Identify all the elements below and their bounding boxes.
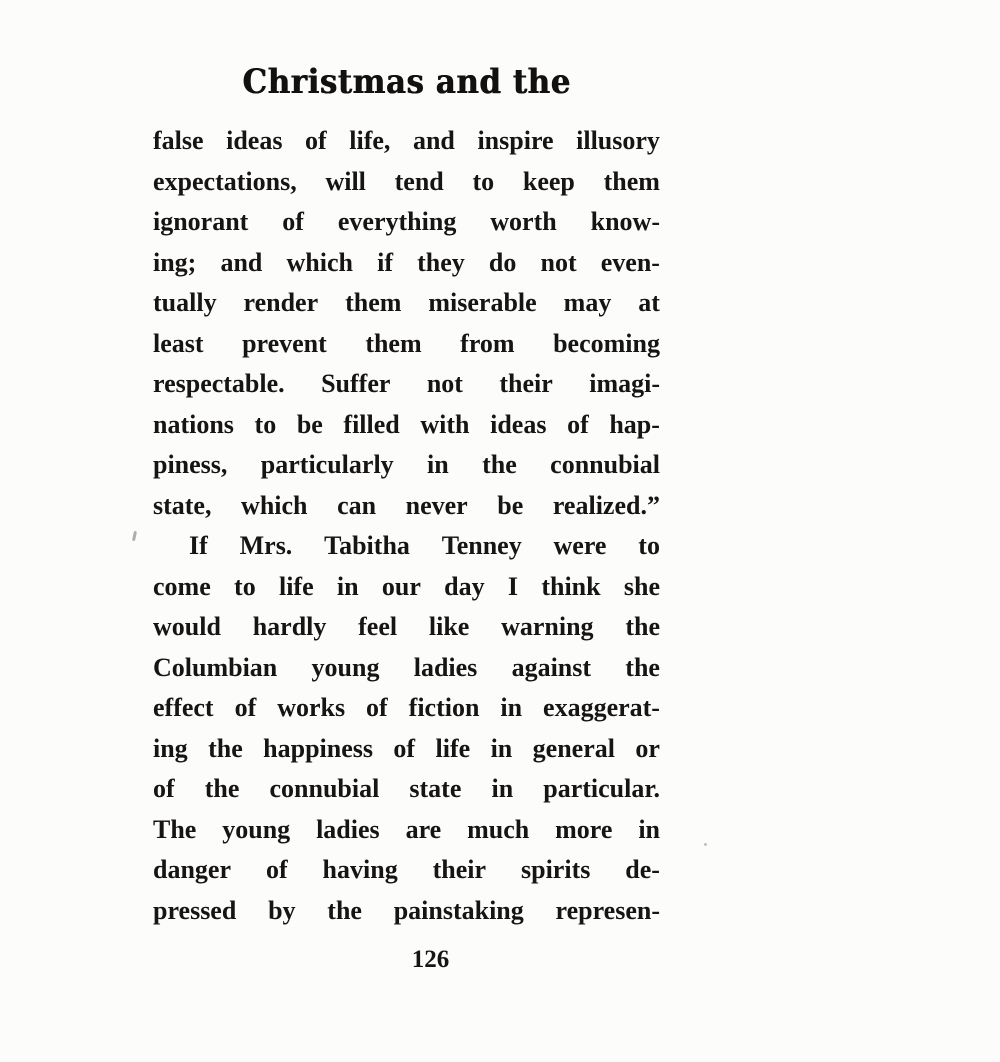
word: with bbox=[420, 409, 470, 439]
word: know- bbox=[590, 207, 660, 236]
word: expectations, bbox=[153, 166, 297, 196]
word: imagi- bbox=[589, 369, 660, 398]
word: in bbox=[500, 693, 523, 722]
text-line bbox=[153, 815, 660, 856]
word: their bbox=[432, 855, 487, 884]
word: happiness bbox=[263, 733, 374, 763]
word: illusory bbox=[576, 126, 660, 155]
word: the bbox=[625, 652, 660, 682]
text-line bbox=[153, 531, 660, 572]
text-line bbox=[153, 734, 660, 775]
word: not bbox=[540, 247, 577, 277]
word: in bbox=[336, 571, 359, 601]
word: Suffer bbox=[321, 369, 391, 398]
word: exaggerat- bbox=[543, 693, 660, 722]
word: general bbox=[532, 733, 615, 763]
word: false bbox=[153, 126, 204, 155]
word: effect bbox=[153, 693, 214, 722]
word: never bbox=[405, 490, 468, 520]
text-line bbox=[153, 693, 660, 734]
word: to bbox=[638, 531, 660, 560]
word: them bbox=[365, 328, 422, 358]
word: If bbox=[189, 531, 208, 560]
word: of bbox=[234, 693, 257, 722]
word: having bbox=[322, 855, 398, 884]
word: particular. bbox=[543, 774, 660, 803]
word: at bbox=[638, 288, 660, 317]
word: young bbox=[311, 652, 380, 682]
scan-speck bbox=[704, 843, 707, 846]
word: their bbox=[499, 369, 553, 398]
word: against bbox=[511, 652, 592, 682]
word: in bbox=[638, 814, 660, 844]
word: be bbox=[497, 490, 524, 520]
word: respectable. bbox=[153, 369, 285, 398]
scan-speck bbox=[132, 531, 137, 541]
word: filled bbox=[343, 409, 400, 439]
word: even- bbox=[600, 247, 660, 277]
word: ladies bbox=[413, 652, 478, 682]
word: prevent bbox=[242, 328, 327, 358]
word: spirits bbox=[521, 855, 591, 884]
word: works bbox=[277, 693, 346, 722]
text-line bbox=[153, 896, 660, 937]
word: in bbox=[427, 450, 449, 479]
word: everything bbox=[337, 207, 457, 236]
word: pressed bbox=[153, 895, 237, 925]
word: be bbox=[296, 409, 323, 439]
word: piness, bbox=[153, 450, 228, 479]
word: of bbox=[366, 693, 388, 722]
word: to bbox=[254, 409, 277, 439]
word: Mrs. bbox=[239, 531, 293, 560]
word: becoming bbox=[553, 328, 660, 358]
word: connubial bbox=[550, 450, 660, 479]
word: much bbox=[467, 814, 530, 844]
word: in bbox=[490, 733, 513, 763]
word: them bbox=[603, 166, 660, 196]
word: to bbox=[234, 571, 256, 601]
word: think bbox=[541, 571, 601, 601]
word: more bbox=[555, 814, 613, 844]
word: ing bbox=[153, 733, 188, 763]
word: they bbox=[417, 247, 465, 277]
text-line bbox=[153, 572, 660, 613]
word: may bbox=[563, 288, 612, 317]
word: warning bbox=[501, 612, 594, 641]
word: to bbox=[472, 166, 495, 196]
word: of bbox=[393, 733, 416, 763]
word: de- bbox=[625, 855, 660, 884]
word: painstaking bbox=[393, 895, 524, 925]
word: would bbox=[153, 612, 221, 641]
word: young bbox=[222, 814, 291, 844]
text-line bbox=[153, 329, 660, 370]
word: life, bbox=[349, 126, 391, 155]
body-text bbox=[153, 126, 660, 936]
text-line bbox=[153, 369, 660, 410]
word: connubial bbox=[269, 774, 380, 803]
word: come bbox=[153, 571, 211, 601]
word: Columbian bbox=[153, 652, 278, 682]
word: ladies bbox=[316, 814, 380, 844]
word: of bbox=[282, 207, 304, 236]
word: in bbox=[491, 774, 514, 803]
word: tend bbox=[394, 166, 444, 196]
text-line bbox=[153, 612, 660, 653]
word: ideas bbox=[226, 126, 283, 155]
word: not bbox=[426, 369, 463, 398]
word: will bbox=[325, 166, 366, 196]
word: were bbox=[553, 531, 607, 560]
word: ing; bbox=[153, 247, 197, 277]
word: state, bbox=[153, 490, 212, 520]
word: and bbox=[220, 247, 263, 277]
word: of bbox=[265, 855, 288, 884]
word: ideas bbox=[490, 409, 547, 439]
word: ignorant bbox=[153, 207, 249, 236]
word: which bbox=[286, 247, 353, 277]
text-line bbox=[153, 774, 660, 815]
text-line bbox=[153, 450, 660, 491]
word: worth bbox=[490, 207, 557, 236]
word: and bbox=[412, 126, 455, 155]
word: or bbox=[635, 733, 660, 763]
word: life bbox=[278, 571, 314, 601]
text-line bbox=[153, 126, 660, 167]
word: day bbox=[444, 571, 485, 601]
word: inspire bbox=[477, 126, 554, 155]
text-line bbox=[153, 288, 660, 329]
word: tually bbox=[153, 288, 217, 317]
text-line bbox=[153, 207, 660, 248]
word: which bbox=[241, 490, 308, 520]
word: she bbox=[623, 571, 660, 601]
text-line bbox=[153, 653, 660, 694]
text-line bbox=[153, 167, 660, 208]
word: the bbox=[208, 733, 243, 763]
word: are bbox=[405, 814, 442, 844]
word: if bbox=[377, 247, 393, 277]
word: hap- bbox=[609, 409, 660, 439]
word: like bbox=[428, 612, 470, 641]
word: our bbox=[381, 571, 421, 601]
word: the bbox=[327, 895, 362, 925]
word: them bbox=[345, 288, 402, 317]
word: nations bbox=[153, 409, 234, 439]
word: represen- bbox=[555, 895, 660, 925]
word: Tabitha bbox=[324, 531, 410, 560]
word: particularly bbox=[260, 450, 394, 479]
word: keep bbox=[522, 166, 575, 196]
text-line bbox=[153, 491, 660, 532]
word: I bbox=[507, 571, 519, 601]
word: hardly bbox=[252, 612, 327, 641]
word: miserable bbox=[428, 288, 537, 317]
word: the bbox=[204, 774, 240, 803]
word: from bbox=[460, 328, 515, 358]
word: Tenney bbox=[441, 531, 522, 560]
word: can bbox=[337, 490, 377, 520]
running-header: Christmas and the bbox=[242, 62, 571, 102]
word: The bbox=[153, 814, 197, 844]
word: danger bbox=[153, 855, 231, 884]
text-line bbox=[153, 248, 660, 289]
word: of bbox=[305, 126, 327, 155]
text-line bbox=[153, 855, 660, 896]
text-line bbox=[153, 410, 660, 451]
word: render bbox=[243, 288, 319, 317]
word: the bbox=[625, 612, 660, 641]
word: do bbox=[488, 247, 517, 277]
word: fiction bbox=[408, 693, 480, 722]
word: the bbox=[482, 450, 517, 479]
word: by bbox=[268, 895, 296, 925]
word: realized.” bbox=[552, 490, 660, 520]
word: least bbox=[153, 328, 204, 358]
word: state bbox=[409, 774, 462, 803]
word: of bbox=[567, 409, 589, 439]
page-number: 126 bbox=[411, 946, 450, 973]
word: life bbox=[435, 733, 471, 763]
word: of bbox=[153, 774, 175, 803]
word: feel bbox=[358, 612, 398, 641]
